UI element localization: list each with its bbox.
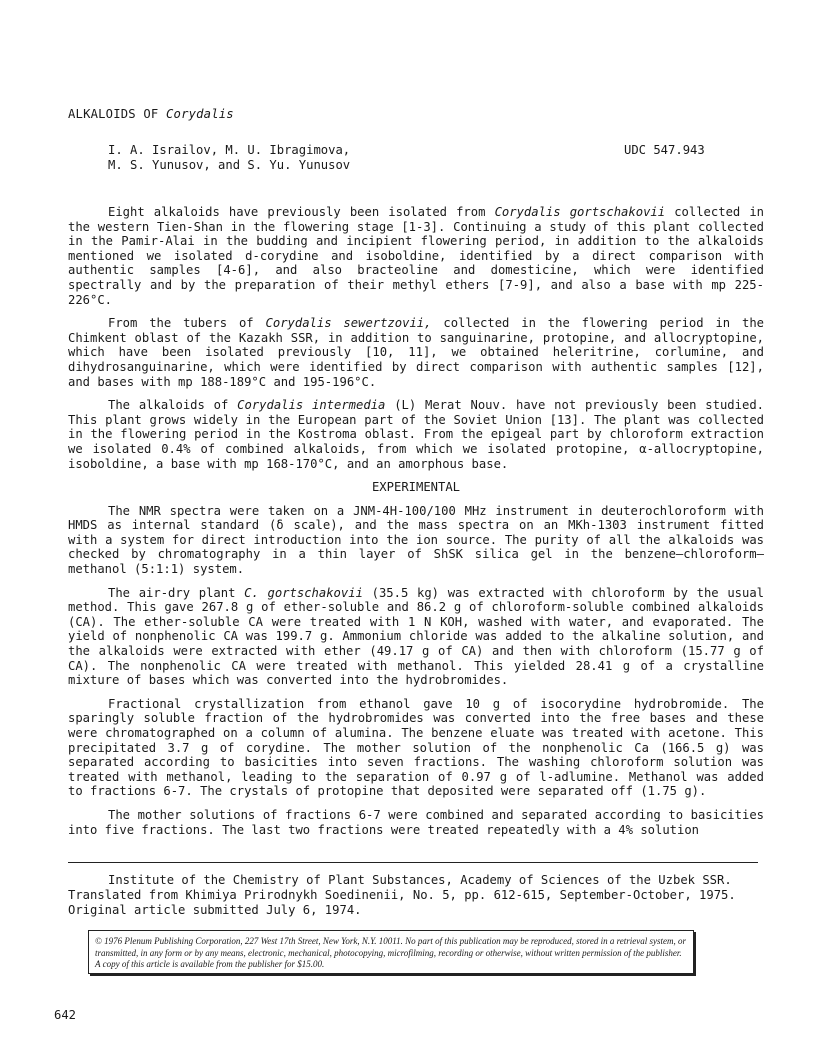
copyright-notice: © 1976 Plenum Publishing Corporation, 227 West 17th Street, New York, N.Y. 10011. No part of this publication may be reproduced, stored in a retrieval system, or transmitted, in any form or by any means, electronic, mechanical, photocopying, microfilming, recording or otherwise, without written permission of the publisher. A copy of this article is available from the publisher for $15.00. (88, 930, 694, 974)
footnote-divider (68, 862, 758, 863)
p5-text-b: (35.5 kg) was extracted with chloroform by the usual method. This gave 267.8 g of ether-soluble and 86.2 g of chloroform-soluble combined alkaloids (CA). The ether-soluble CA were treated with 1 N KOH, washed with water, and evaporated. The yield of nonphenolic CA was 199.7 g. Ammonium chloride was added to the alkaline solution, and the alkaloids were extracted with ether (49.17 g of CA) and then with chloroform (15.77 g of CA). The nonphenolic CA were treated with methanol. This yielded 28.41 g of a crystalline mixture of bases which was converted into the hydrobromides. (68, 585, 765, 688)
authors-line-1: I. A. Israilov, M. U. Ibragimova, (108, 143, 351, 157)
authors-line-2: M. S. Yunusov, and S. Yu. Yunusov (108, 157, 351, 172)
p5-text-a: The air-dry plant (108, 585, 236, 600)
paragraph-intro-3 (68, 398, 764, 471)
species-name: Corydalis sewertzovii, (265, 316, 432, 331)
species-name: Corydalis gortschakovii (494, 205, 666, 219)
species-name: C. gortschakovii (244, 585, 363, 600)
article-title (68, 107, 234, 122)
paragraph-crystallization: Fractional crystallization from ethanol gave 10 g of isocorydine hydrobromide. The sparingly soluble fraction of the hydrobromides was converted into the free bases and these were chromatographed on a column of alumina. The benzene eluate was treated with acetone. This precipitated 3.7 g of corydine. The mother solution of the nonphenolic Ca (166.5 g) was separated according to basicities into seven fractions. The washing chloroform solution was treated with methanol, leading to the separation of 0.97 g of l-adlumine. Methanol was added to fractions 6-7. The crystals of protopine that deposited were separated off (1.75 g). (68, 696, 764, 799)
p2-text-a: From the tubers of (108, 316, 254, 331)
paragraph-extraction (68, 586, 764, 688)
affiliation-footnote: Institute of the Chemistry of Plant Substances, Academy of Sciences of the Uzbek SSR. Translated from Khimiya Prirodnykh Soedinenii, No. 5, pp. 612-615, September-October, 1975. Original article submitted July 6, 1974. (68, 873, 736, 917)
author-list (108, 143, 350, 172)
p1-text-a: Eight alkaloids have previously been isolated from (108, 205, 486, 219)
paragraph-fractions: The mother solutions of fractions 6-7 were combined and separated according to basicities into five fractions. The last two fractions were treated repeatedly with a 4% solution (68, 807, 764, 837)
page-number: 642 (54, 1008, 77, 1022)
paragraph-intro-2 (68, 316, 764, 389)
p3-text-b: (L) Merat Nouv. have not previously been studied. This plant grows widely in the European part of the Soviet Union [13]. The plant was collected in the flowering period in the Kostroma oblast. From the epigeal part by chloroform extraction we isolated 0.4% of combined alkaloids, from which we isolated protopine, α-allocryptopine, isoboldine, a base with mp 168-170°C, and an amorphous base. (68, 398, 764, 471)
article-body (68, 205, 764, 846)
udc-code: UDC 547.943 (624, 143, 705, 157)
p2-text-b: collected in the flowering period in the Chimkent oblast of the Kazakh SSR, in addition to sanguinarine, protopine, and allocryptopine, which have been isolated previously [10, 11], we obtained heleritrine, corlumine, and dihydrosanguinarine, which were identified by direct comparison with authentic samples [12], and bases with mp 188-189°C and 195-196°C. (68, 316, 765, 389)
paragraph-intro-1 (68, 205, 764, 307)
section-heading-experimental: EXPERIMENTAL (371, 480, 461, 495)
p1-text-b: collected in the western Tien-Shan in the flowering stage [1-3]. Continuing a study of this plant collected in the Pamir-Alai in the budding and incipient flowering period, in addition to the alkaloids mentioned we isolated d-corydine and isoboldine, identified by a direct comparison with authentic samples [4-6], and also bracteoline and domesticine, which were identified spectrally and by the preparation of their methyl ethers [7-9], and also a base with mp 225-226°C. (68, 205, 765, 307)
title-prefix: ALKALOIDS OF (68, 107, 159, 121)
species-name: Corydalis intermedia (237, 398, 386, 413)
title-genus: Corydalis (166, 107, 234, 121)
p3-text-a: The alkaloids of (108, 398, 229, 413)
paragraph-methods: The NMR spectra were taken on a JNM-4H-100/100 MHz instrument in deuterochloroform with HMDS as internal standard (δ scale), and the mass spectra on an MKh-1303 instrument fitted with a system for direct introduction into the ion source. The purity of all the alkaloids was checked by chromatography in a thin layer of ShSK silica gel in the benzene—chloroform—methanol (5:1:1) system. (68, 503, 764, 577)
